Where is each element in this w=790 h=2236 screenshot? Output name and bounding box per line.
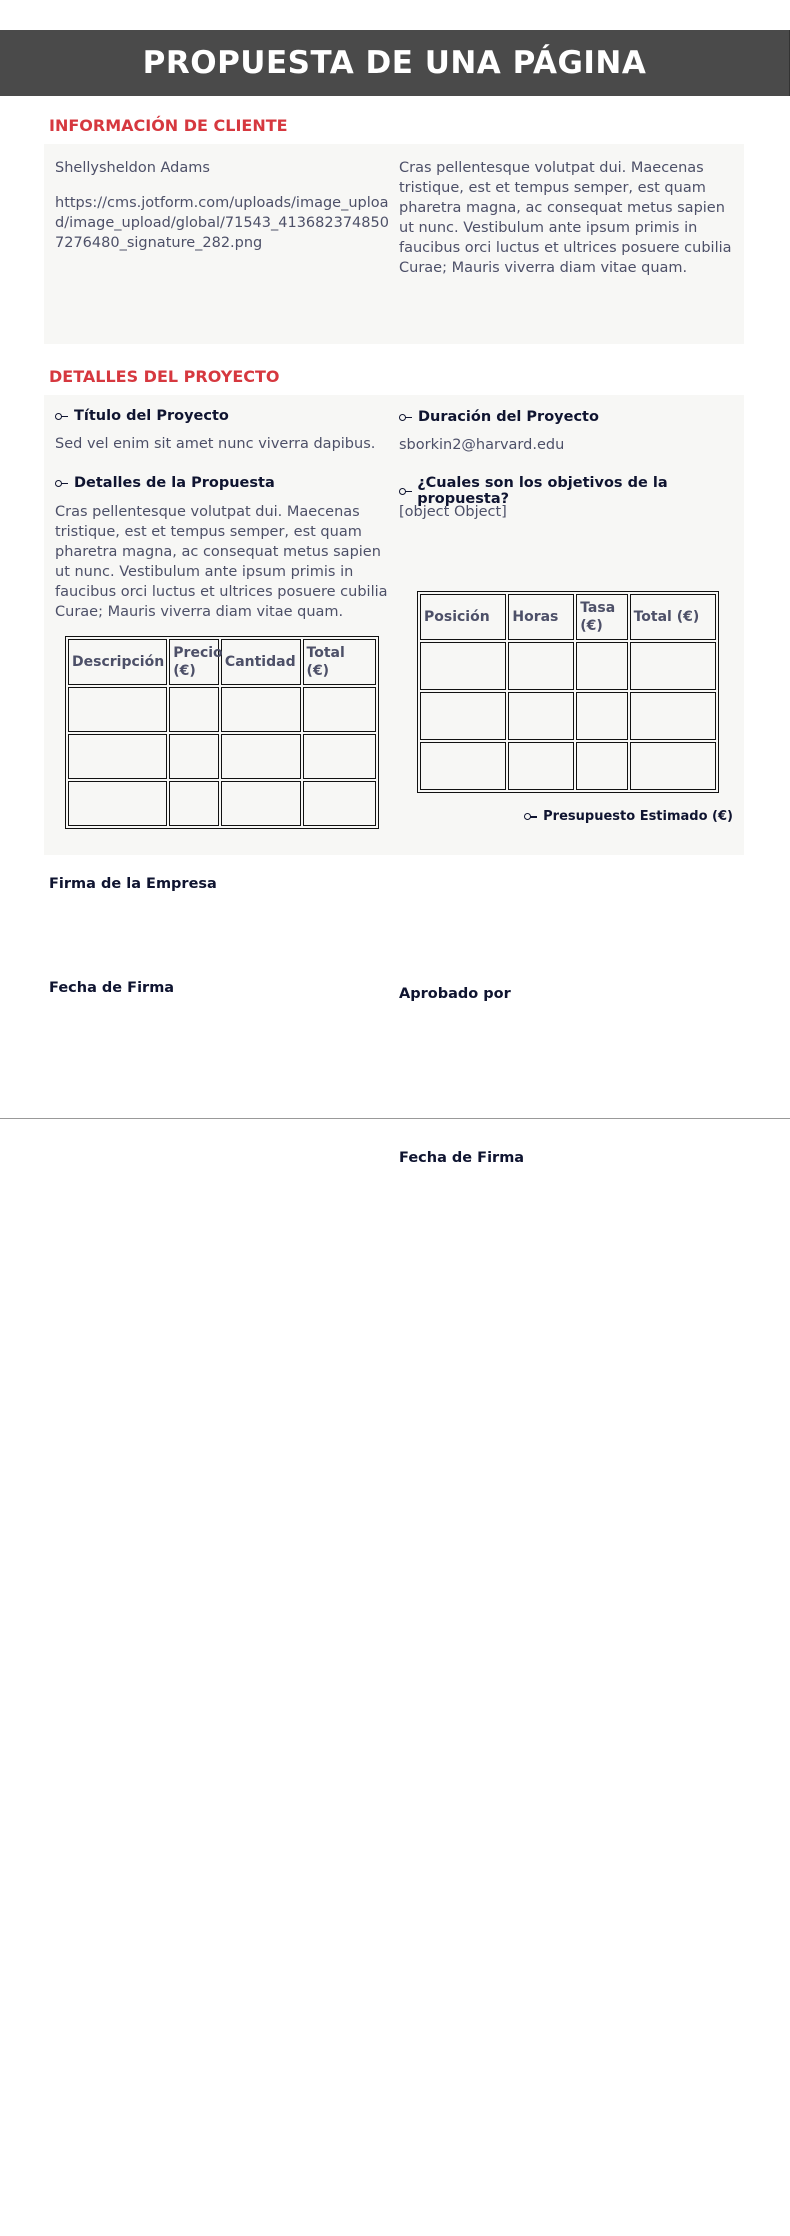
key-icon	[399, 488, 411, 495]
table-header-row	[68, 639, 376, 685]
page-header	[0, 30, 790, 96]
table-row	[420, 742, 716, 790]
project-details-panel	[44, 395, 744, 855]
project-duration-label	[399, 409, 599, 425]
table-header-row	[420, 594, 716, 640]
table-cell[interactable]	[68, 781, 167, 826]
client-info-panel	[44, 144, 744, 344]
objectives-label-text: ¿Cuales son los objetivos de la propuesta?	[417, 475, 668, 507]
table-row	[68, 734, 376, 779]
roles-table	[417, 591, 719, 793]
key-icon	[55, 480, 68, 487]
table-cell[interactable]	[303, 781, 376, 826]
table-row	[420, 642, 716, 690]
table-cell[interactable]	[508, 742, 574, 790]
project-duration-value: sborkin2@harvard.edu	[399, 437, 565, 453]
client-description: Cras pellentesque volutpat dui. Maecenas tristique, est et tempus semper, est quam pharetra magna, ac consequat metus sapien ut nunc. Vestibulum ante ipsum primis in faucibus orci luctus et ultrices posuere cubilia Curae; Mauris viverra diam vitae quam.	[399, 160, 732, 276]
table-cell[interactable]	[630, 692, 716, 740]
project-duration-label-text: Duración del Proyecto	[418, 409, 599, 425]
table-cell[interactable]	[508, 692, 574, 740]
page-title: PROPUESTA DE UNA PÁGINA	[142, 45, 647, 81]
project-title-label-text: Título del Proyecto	[74, 408, 229, 424]
table-cell[interactable]	[576, 692, 627, 740]
table-header-cell: Descripción	[68, 639, 167, 685]
table-header-cell: Tasa (€)	[576, 594, 627, 640]
client-section-title: INFORMACIÓN DE CLIENTE	[49, 116, 288, 135]
project-section-title: DETALLES DEL PROYECTO	[49, 367, 280, 386]
budget-label	[524, 809, 733, 824]
table-cell[interactable]	[221, 781, 301, 826]
proposal-details-value: Cras pellentesque volutpat dui. Maecenas tristique, est et tempus semper, est quam pharetra magna, ac consequat metus sapien ut nunc. Vestibulum ante ipsum primis in faucibus orci luctus et ultrices posuere cubilia Curae; Mauris viverra diam vitae quam.	[55, 504, 388, 620]
table-cell[interactable]	[303, 687, 376, 732]
items-table	[65, 636, 379, 829]
table-cell[interactable]	[630, 742, 716, 790]
proposal-details-label	[55, 475, 275, 491]
client-name: Shellysheldon Adams	[55, 160, 210, 176]
table-header-cell: Total (€)	[303, 639, 376, 685]
approved-by-label: Aprobado por	[399, 986, 511, 1002]
table-cell[interactable]	[576, 642, 627, 690]
table-row	[68, 781, 376, 826]
table-cell[interactable]	[420, 692, 506, 740]
key-icon	[399, 414, 412, 421]
objectives-value: [object Object]	[399, 504, 507, 520]
table-cell[interactable]	[169, 734, 219, 779]
key-icon	[55, 413, 68, 420]
table-header-cell: Horas	[508, 594, 574, 640]
project-title-value: Sed vel enim sit amet nunc viverra dapibus.	[55, 436, 376, 452]
table-header-cell: Precio (€)	[169, 639, 219, 685]
table-cell[interactable]	[420, 742, 506, 790]
page-divider	[0, 1118, 790, 1119]
table-cell[interactable]	[169, 781, 219, 826]
table-cell[interactable]	[303, 734, 376, 779]
table-cell[interactable]	[169, 687, 219, 732]
table-header-cell: Cantidad	[221, 639, 301, 685]
budget-label-text: Presupuesto Estimado (€)	[543, 809, 733, 824]
project-title-label	[55, 408, 229, 424]
company-signature-date-label: Fecha de Firma	[49, 980, 175, 996]
client-signature-url: https://cms.jotform.com/uploads/image_upload/image_upload/global/71543_4136823748507276480_signature_282.png	[55, 195, 389, 251]
key-icon	[524, 813, 537, 820]
table-cell[interactable]	[508, 642, 574, 690]
table-header-cell: Posición	[420, 594, 506, 640]
proposal-details-label-text: Detalles de la Propuesta	[74, 475, 275, 491]
table-cell[interactable]	[221, 687, 301, 732]
company-signature-label: Firma de la Empresa	[49, 876, 217, 892]
table-cell[interactable]	[420, 642, 506, 690]
table-row	[68, 687, 376, 732]
table-row	[420, 692, 716, 740]
table-cell[interactable]	[576, 742, 627, 790]
table-cell[interactable]	[68, 734, 167, 779]
table-header-cell: Total (€)	[630, 594, 716, 640]
table-cell[interactable]	[630, 642, 716, 690]
approved-signature-date-label: Fecha de Firma	[399, 1150, 525, 1166]
table-cell[interactable]	[68, 687, 167, 732]
table-cell[interactable]	[221, 734, 301, 779]
